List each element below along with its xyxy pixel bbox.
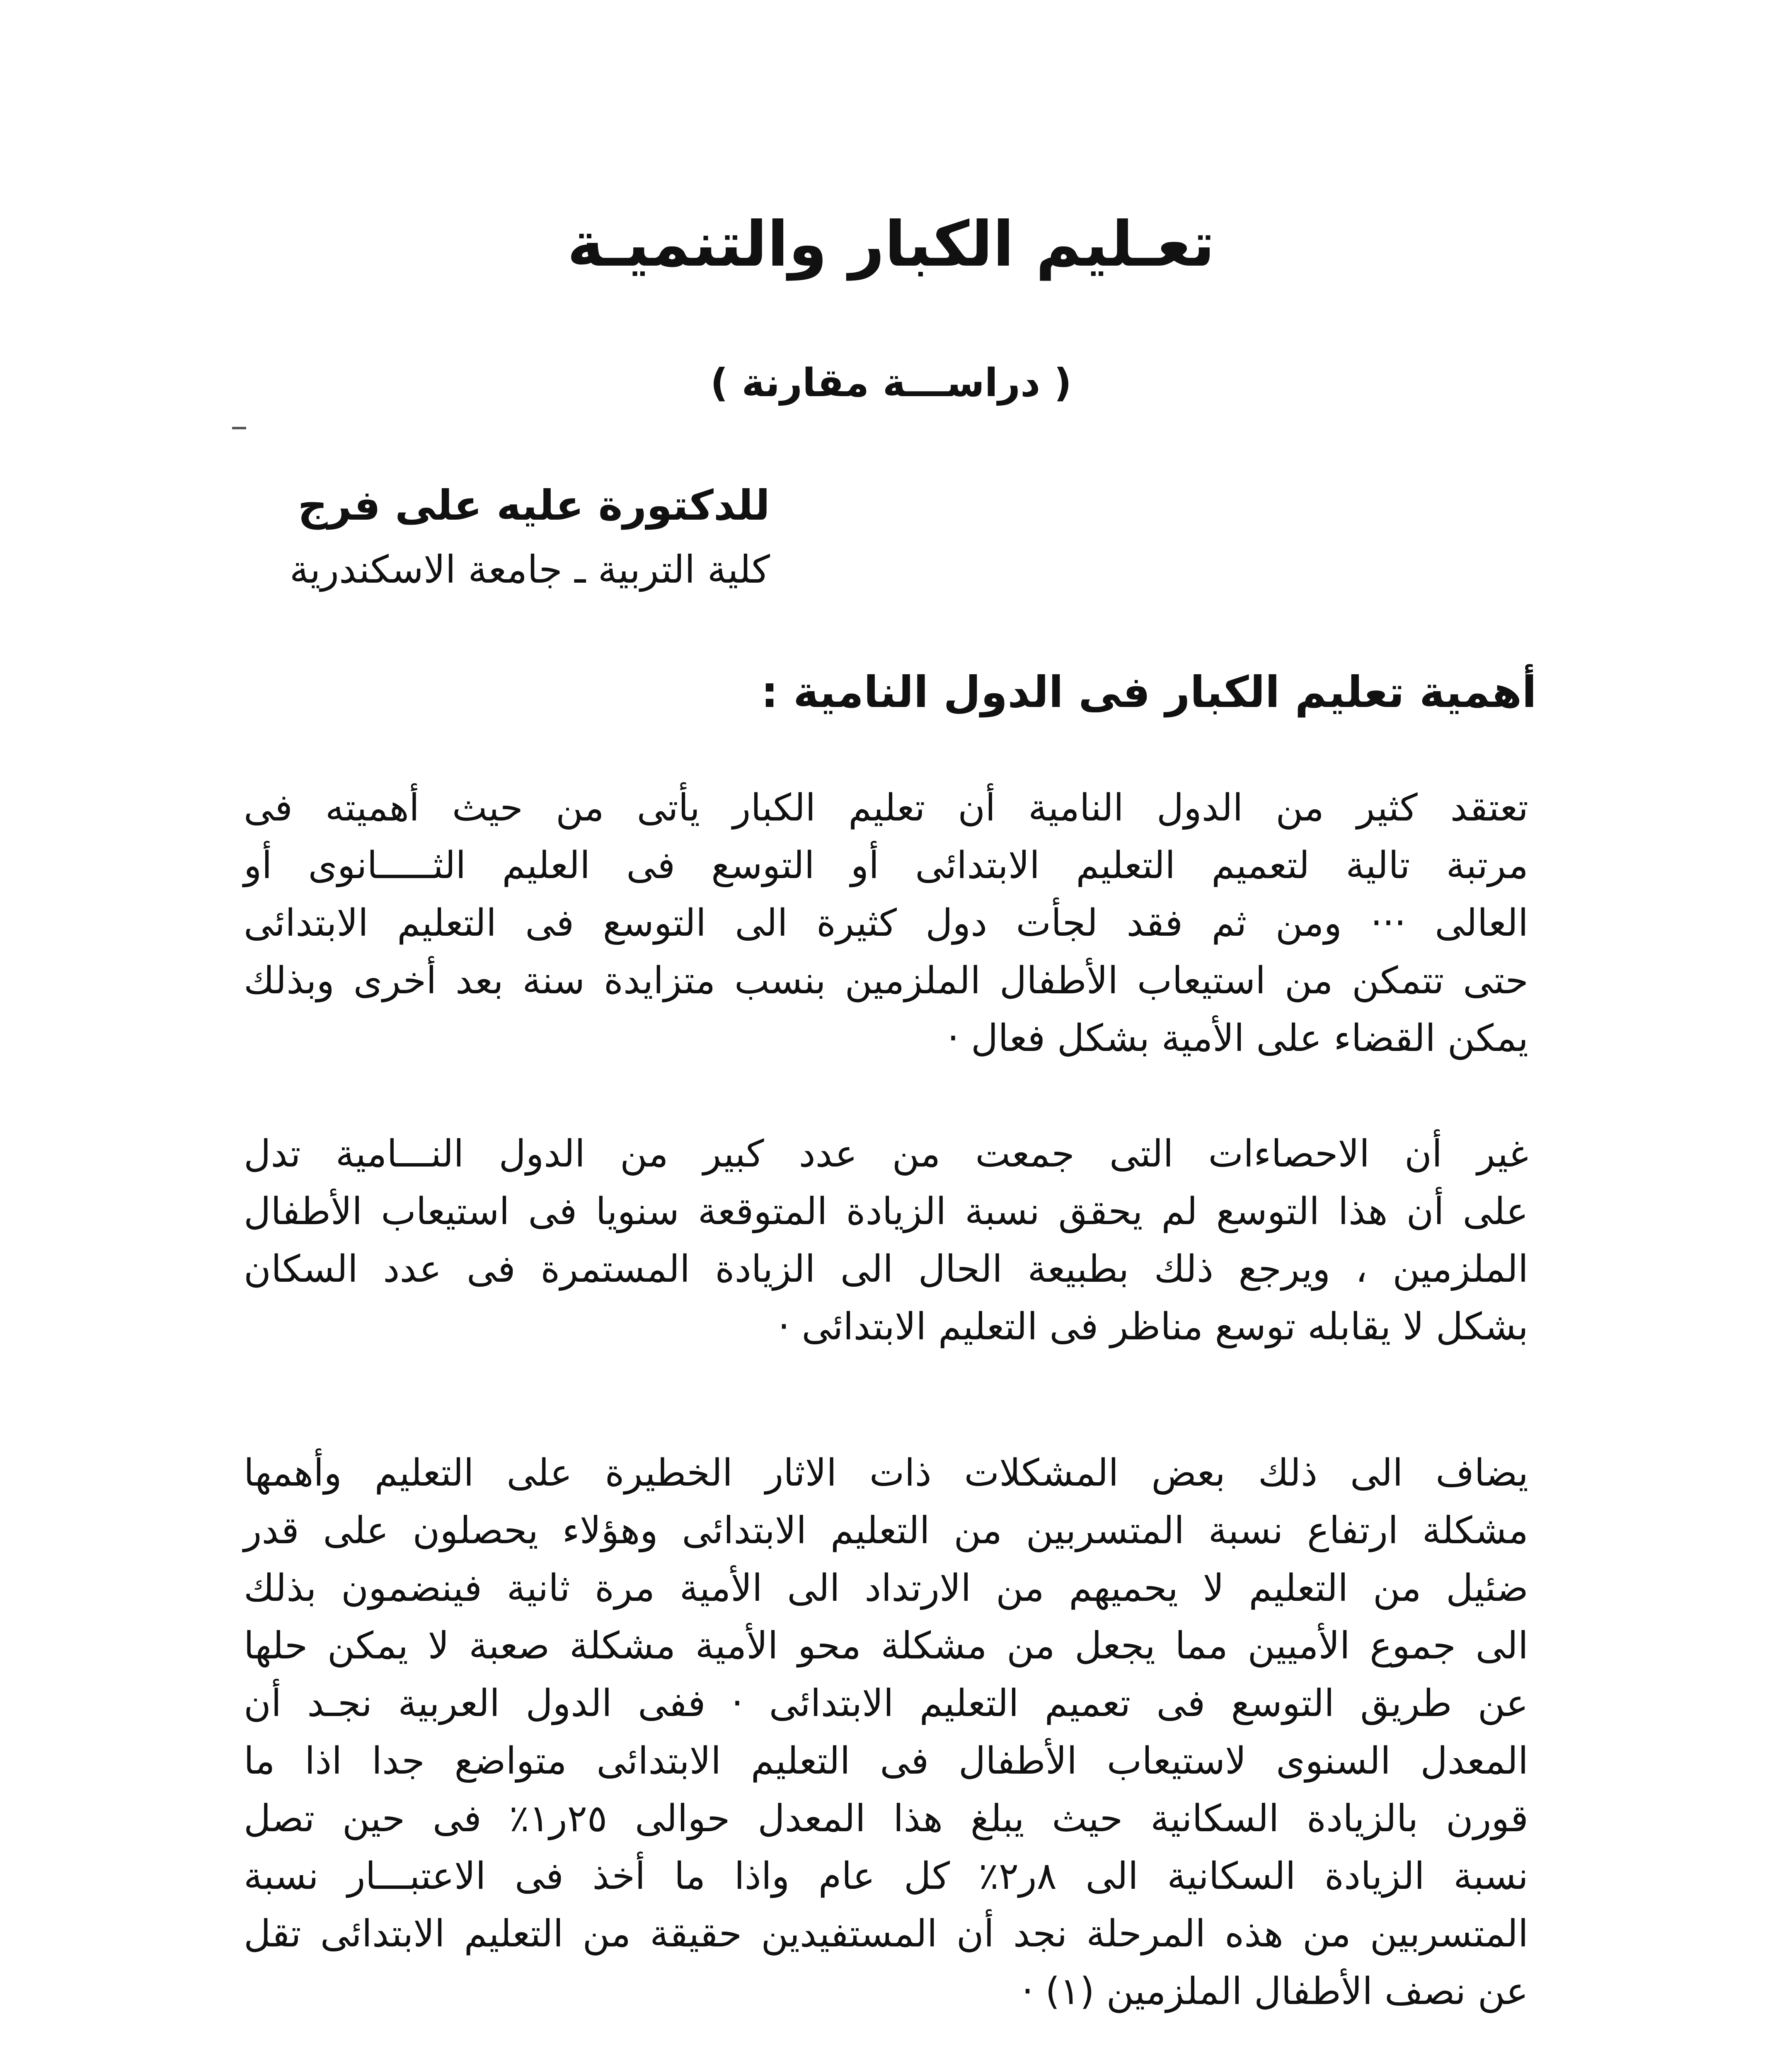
paragraph-line: بشكل لا يقابله توسع مناظر فى التعليم الابتدائى · — [778, 1305, 1528, 1348]
paragraph-line: المتسربين من هذه المرحلة نجد أن المستفيدين حقيقة من التعليم الابتدائى تقل — [244, 1912, 1528, 1956]
paragraph-line: العالى ··· ومن ثم فقد لجأت دول كثيرة الى التوسع فى التعليم الابتدائى — [244, 901, 1528, 945]
paragraph-line: عن نصف الأطفال الملزمين (١) · — [1022, 1970, 1528, 2013]
author-name: للدكتورة عليه على فرج — [298, 481, 770, 530]
paragraph-line: نسبة الزيادة السكانية الى ٨ر٢٪ كل عام واذا ما أخذ فى الاعتبـــار نسبة — [244, 1854, 1528, 1898]
document-title: تعـليم الكبار والتنميـة — [567, 208, 1215, 281]
scan-mark — [232, 427, 246, 429]
author-affiliation: كلية التربية ـ جامعة الاسكندرية — [289, 547, 770, 592]
paragraph-line: تعتقد كثير من الدول النامية أن تعليم الكبار يأتى من حيث أهميته فى — [244, 786, 1528, 830]
paragraph-line: الى جموع الأميين مما يجعل من مشكلة محو الأمية مشكلة صعبة لا يمكن حلها — [244, 1624, 1528, 1668]
paragraph-line: يمكن القضاء على الأمية بشكل فعال · — [947, 1017, 1528, 1060]
paragraph-line: مشكلة ارتفاع نسبة المتسربين من التعليم الابتدائى وهؤلاء يحصلون على قدر — [244, 1509, 1528, 1552]
paragraph-line: يضاف الى ذلك بعض المشكلات ذات الاثار الخطيرة على التعليم وأهمها — [244, 1451, 1528, 1495]
paragraph-line: غير أن الاحصاءات التى جمعت من عدد كبير من الدول النـــامية تدل — [244, 1132, 1528, 1176]
paragraph-line: الملزمين ، ويرجع ذلك بطبيعة الحال الى الزيادة المستمرة فى عدد السكان — [244, 1247, 1528, 1291]
paragraph-line: قورن بالزيادة السكانية حيث يبلغ هذا المعدل حوالى ٢٥ر١٪ فى حين تصل — [244, 1797, 1528, 1840]
paragraph-line: ضئيل من التعليم لا يحميهم من الارتداد الى الأمية مرة ثانية فينضمون بذلك — [244, 1566, 1528, 1610]
paragraph-2 — [244, 1125, 1528, 1356]
section-heading: أهمية تعليم الكبار فى الدول النامية : — [761, 667, 1537, 717]
paragraph-3 — [244, 1444, 1528, 2020]
paragraph-line: على أن هذا التوسع لم يحقق نسبة الزيادة المتوقعة سنويا فى استيعاب الأطفال — [244, 1190, 1528, 1233]
paragraph-line: عن طريق التوسع فى تعميم التعليم الابتدائى · ففى الدول العربية نجـد أن — [244, 1682, 1528, 1725]
document-subtitle: ( دراســـة مقارنة ) — [710, 361, 1072, 406]
paragraph-line: المعدل السنوى لاستيعاب الأطفال فى التعليم الابتدائى متواضع جدا اذا ما — [244, 1739, 1528, 1783]
paragraph-1 — [244, 779, 1528, 1067]
paragraph-line: حتى تتمكن من استيعاب الأطفال الملزمين بنسب متزايدة سنة بعد أخرى وبذلك — [244, 959, 1528, 1002]
paragraph-line: مرتبة تالية لتعميم التعليم الابتدائى أو التوسع فى العليم الثـــــانوى أو — [244, 844, 1528, 887]
